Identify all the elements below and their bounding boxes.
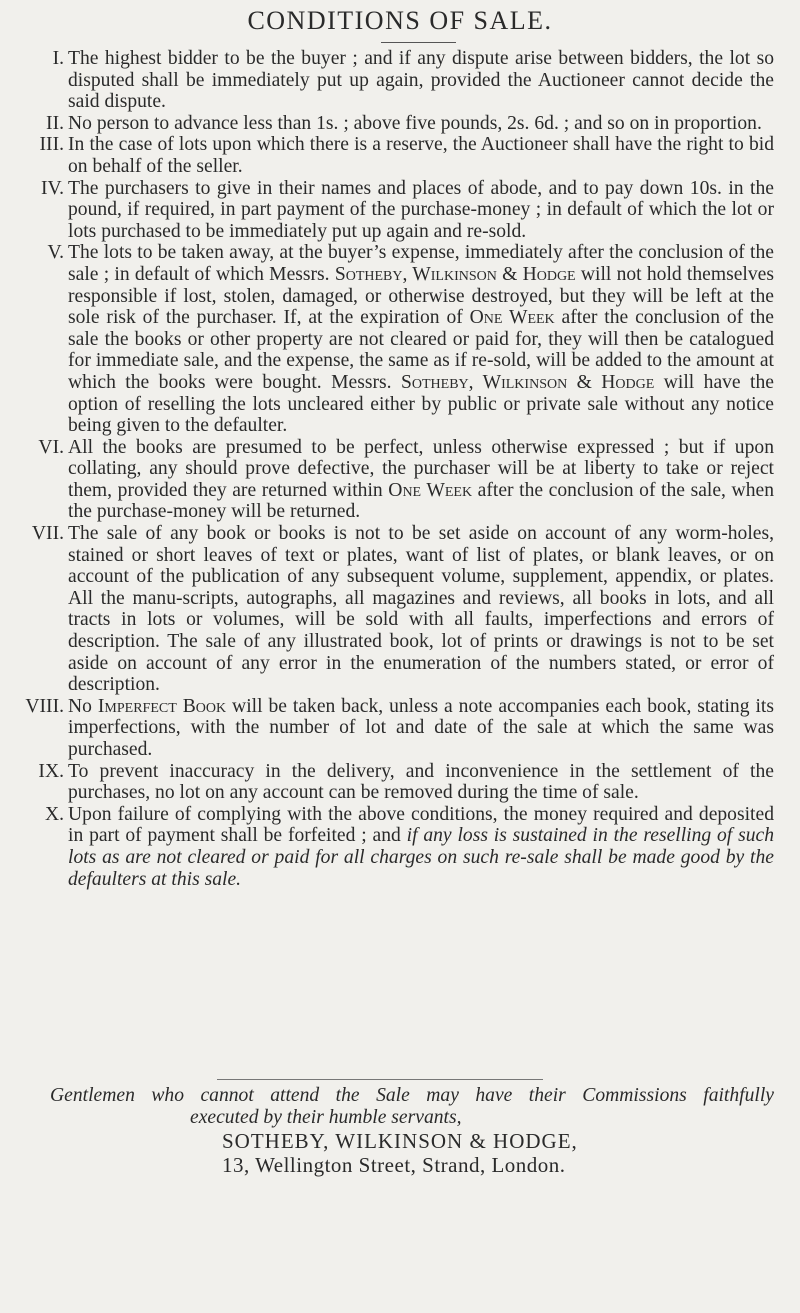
firm-name: Hodge <box>601 371 655 393</box>
footer-rule <box>217 1079 543 1080</box>
condition-numeral: VII. <box>31 523 64 545</box>
condition-text: All the books are presumed to be perfect, unless otherwise expressed ; but if upon collating, any should prove defective, the purchaser will be at liberty to take or reject them, provided they are returned within <box>68 436 774 501</box>
condition-5 <box>0 242 800 436</box>
condition-numeral: II. <box>46 112 64 134</box>
condition-numeral: VI. <box>38 436 64 458</box>
commissions-note-line: Gentlemen who cannot attend the Sale may have their Commissions faithfully <box>50 1085 774 1106</box>
condition-text: will have the option of reselling the lots uncleared either by public or private sale without any notice being given to the defaulter. <box>68 371 774 437</box>
auctioneer-firm: SOTHEBY, WILKINSON & HODGE, <box>222 1129 578 1153</box>
commissions-note-line: executed by their humble servants, <box>190 1107 462 1128</box>
condition-8 <box>0 696 800 761</box>
condition-10 <box>0 804 800 890</box>
commissions-note <box>0 1085 800 1129</box>
condition-9 <box>0 761 800 804</box>
condition-text: Upon failure of complying with the above conditions, the money required and deposited in part of payment shall be forfeited ; and <box>68 803 774 847</box>
auctioneer-address: 13, Wellington Street, Strand, London. <box>222 1153 566 1177</box>
emphasis-term: One Week <box>388 479 473 501</box>
condition-2 <box>0 113 800 135</box>
emphasis-term: Imperfect Book <box>97 695 227 717</box>
condition-text: & <box>496 263 523 285</box>
firm-name: Hodge <box>522 263 576 285</box>
title-rule <box>381 42 456 43</box>
condition-text: after the conclusion of the sale, when the purchase-money will be returned. <box>68 479 774 523</box>
condition-numeral: IV. <box>40 177 64 199</box>
condition-text: The sale of any book or books is not to be set aside on account of any worm-holes, stained or short leaves of text or plates, want of list of plates, or blank leaves, or on account of the publication of any subsequent volume, supplement, appendix, or plates. All the manu-scripts, autographs, all magazines and reviews, all books in lots, and all tracts in lots or volumes, will be sold with all faults, imperfections and errors of description. The sale of any illustrated book, lot of prints or drawings is not to be set aside on account of any error in the enumeration of the numbers stated, or error of description. <box>68 523 774 696</box>
conditions-list <box>0 48 800 890</box>
condition-text: will not hold themselves responsible if lost, stolen, damaged, or otherwise destroyed, but they will be left at the sole risk of the purchaser. If, at the expiration of <box>68 263 774 329</box>
condition-3 <box>0 134 800 177</box>
condition-text: & <box>567 371 602 393</box>
condition-4 <box>0 178 800 243</box>
condition-text: will be taken back, unless a note accompanies each book, stating its imperfections, with the number of lot and date of the sale at which the same was purchased. <box>68 695 774 760</box>
condition-text: No person to advance less than 1s. ; above five pounds, 2s. 6d. ; and so on in proportion. <box>68 112 762 134</box>
page-title: CONDITIONS OF SALE. <box>247 6 553 35</box>
condition-text: No <box>68 695 98 717</box>
condition-1 <box>0 48 800 113</box>
condition-numeral: I. <box>52 48 64 69</box>
condition-text: The purchasers to give in their names and places of abode, and to pay down 10s. in the pound, if required, in part payment of the purchase-money ; in default of which the lot or lots purchased to be immediately put up again and re-sold. <box>68 177 774 242</box>
emphasis-term: One Week <box>469 307 555 329</box>
condition-text: after the conclusion of the sale the books or other property are not cleared or paid for, they will then be catalogued for immediate sale, and the expense, the same as if re-sold, will be added to the amount at which the books were bought. Messrs. <box>68 307 774 393</box>
firm-name: Sotheby, Wilkinson <box>400 371 568 393</box>
condition-text: In the case of lots upon which there is a reserve, the Auctioneer shall have the right to bid on behalf of the seller. <box>68 134 774 177</box>
condition-text: The highest bidder to be the buyer ; and if any dispute arise between bidders, the lot so disputed shall be immediately put up again, provided the Auctioneer cannot decide the said dispute. <box>68 48 774 113</box>
condition-numeral: X. <box>44 803 64 825</box>
condition-numeral: IX. <box>38 760 64 782</box>
condition-numeral: III. <box>39 134 64 156</box>
condition-7 <box>0 523 800 696</box>
condition-text-italic: if any loss is sustained in the reselling of such lots as are not cleared or paid for all charges on such re-sale shall be made good by the defaulters at this sale. <box>68 825 774 890</box>
condition-numeral: V. <box>47 242 64 264</box>
condition-6 <box>0 437 800 523</box>
condition-numeral: VIII. <box>25 695 64 717</box>
condition-text: The lots to be taken away, at the buyer’s expense, immediately after the conclusion of the sale ; in default of which Messrs. <box>68 242 774 285</box>
firm-name: Sotheby, Wilkinson <box>334 263 497 285</box>
condition-text: To prevent inaccuracy in the delivery, and inconvenience in the settlement of the purchases, no lot on any account can be removed during the time of sale. <box>68 760 774 804</box>
